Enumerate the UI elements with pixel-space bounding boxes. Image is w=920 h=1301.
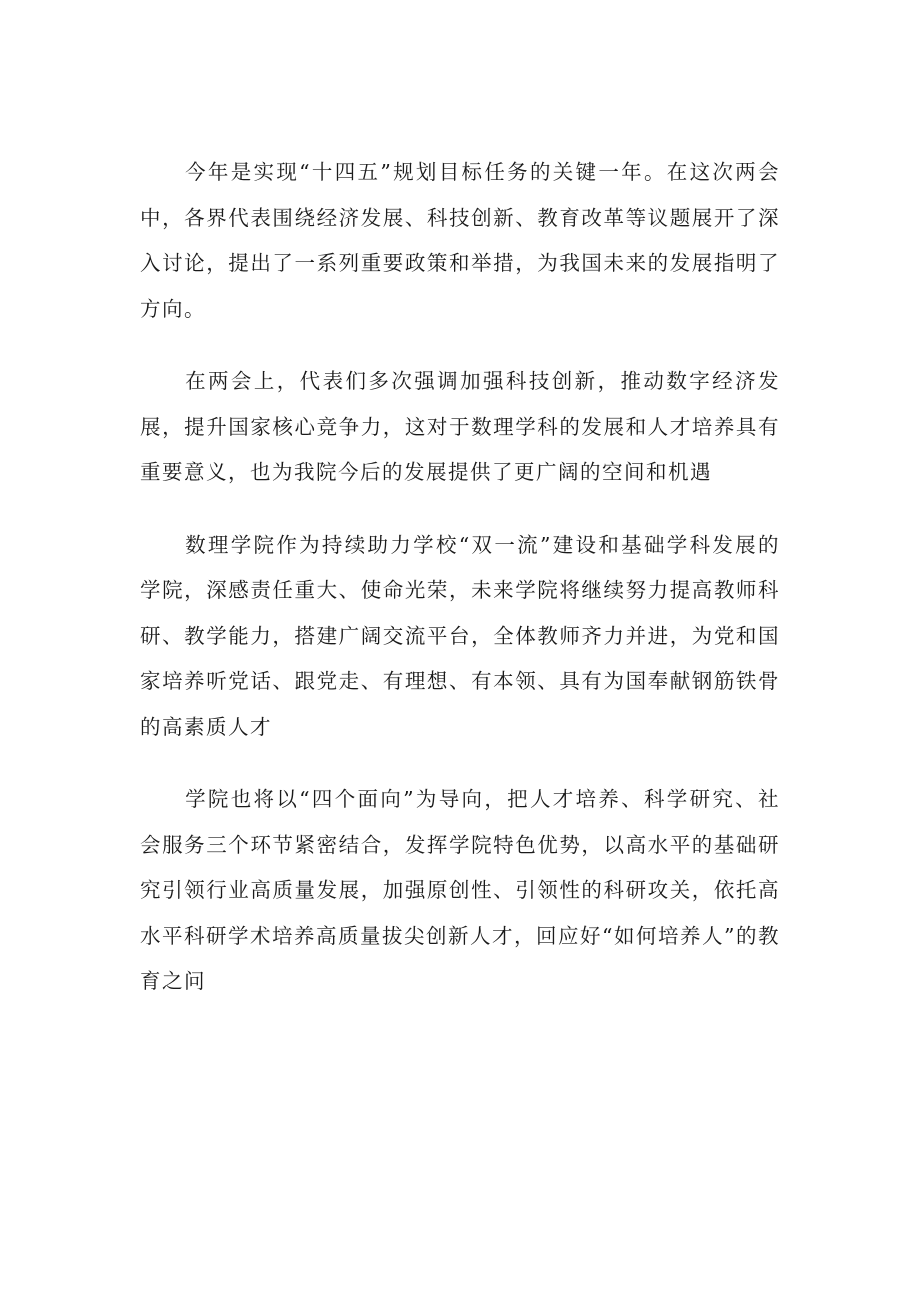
paragraph-2: 在两会上，代表们多次强调加强科技创新，推动数字经济发展，提升国家核心竞争力，这对于数理学科的发展和人才培养具有重要意义，也为我院今后的发展提供了更广阔的空间和机遇: [140, 369, 780, 484]
paragraph-4: 学院也将以“四个面向”为导向，把人才培养、科学研究、社会服务三个环节紧密结合，发挥学院特色优势，以高水平的基础研究引领行业高质量发展，加强原创性、引领性的科研攻关，依托高水平科研学术培养高质量拔尖创新人才，回应好“如何培养人”的教育之问: [140, 787, 780, 993]
paragraph-3: 数理学院作为持续助力学校“双一流”建设和基础学科发展的学院，深感责任重大、使命光荣，未来学院将继续努力提高教师科研、教学能力，搭建广阔交流平台，全体教师齐力并进，为党和国家培养听党话、跟党走、有理想、有本领、具有为国奉献钢筋铁骨的高素质人才: [140, 532, 780, 739]
paragraph-1: 今年是实现“十四五”规划目标任务的关键一年。在这次两会中，各界代表围绕经济发展、科技创新、教育改革等议题展开了深入讨论，提出了一系列重要政策和举措，为我国未来的发展指明了方向。: [140, 160, 780, 321]
document-body: [140, 150, 780, 1032]
